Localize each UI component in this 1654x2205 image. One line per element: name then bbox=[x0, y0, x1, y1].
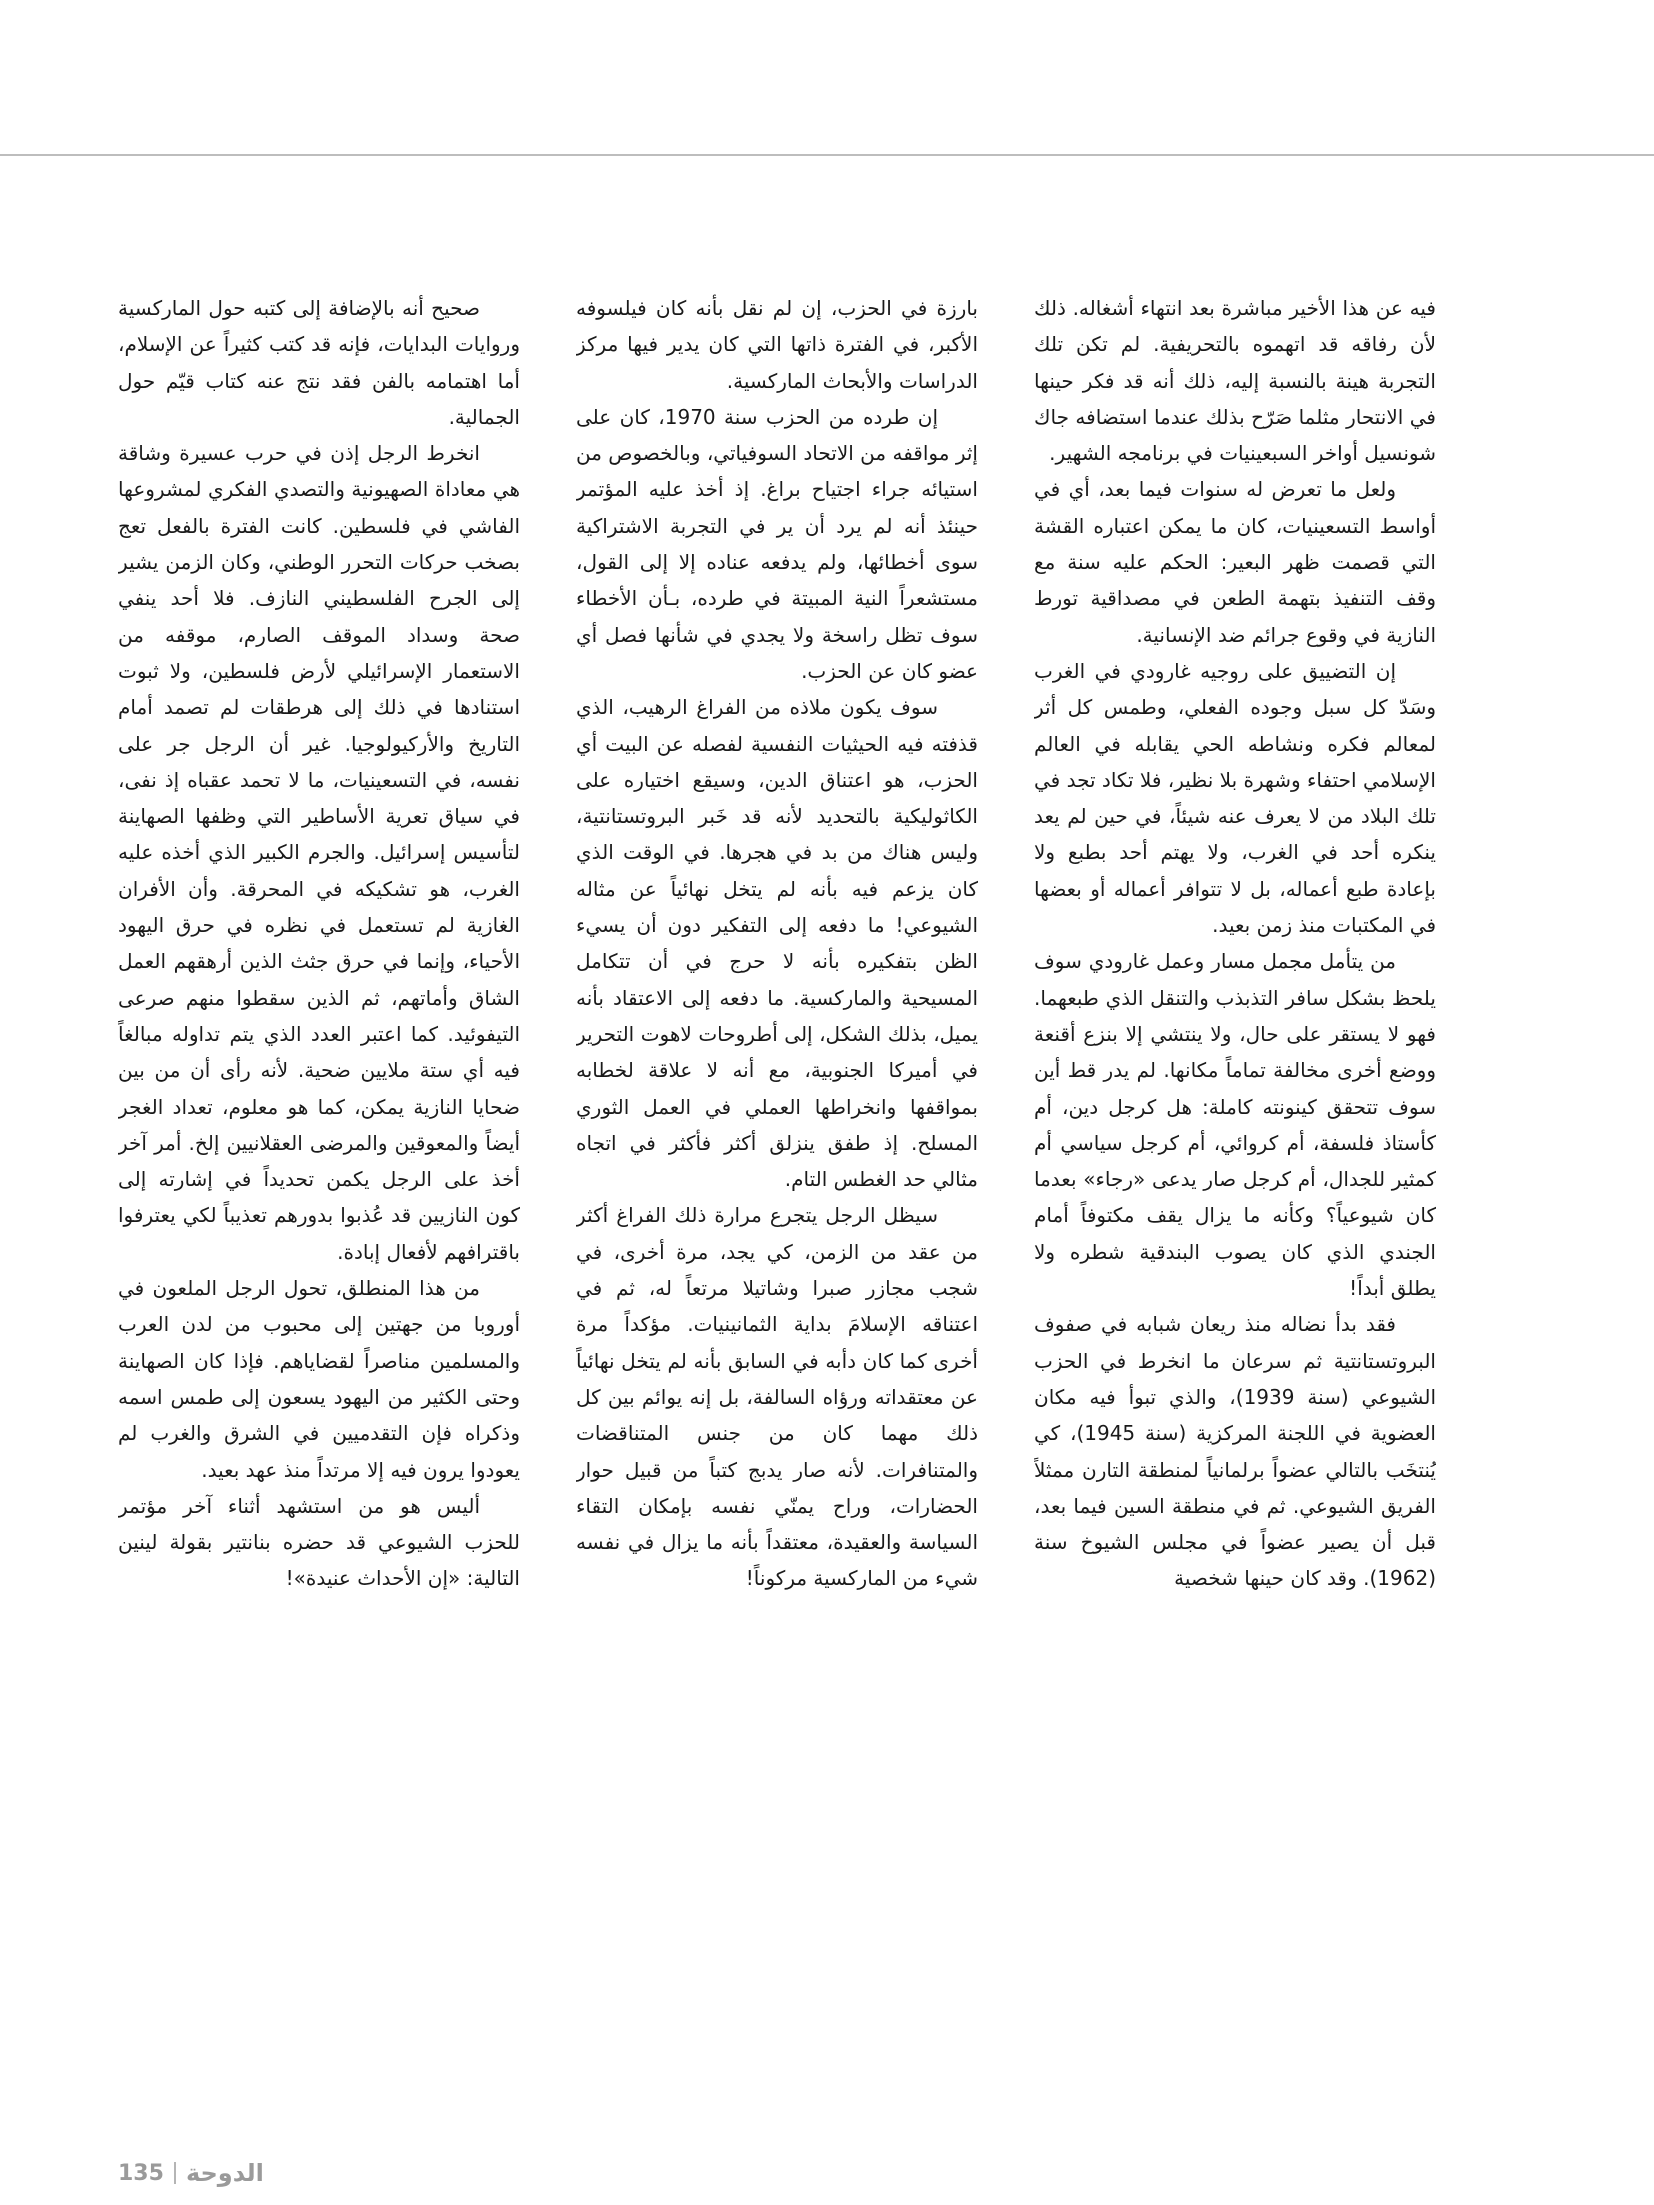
paragraph: انخرط الرجل إذن في حرب عسيرة وشاقة هي معاداة الصهيونية والتصدي الفكري لمشروعها الفاشي في فلسطين. كانت الفترة بالفعل تعج بصخب حركات التحرر الوطني، وكان الزمن يشير إلى الجرح الفلسطيني النازف. فلا أحد ينفي صحة وسداد الموقف الصارم، موقفه من الاستعمار الإسرائيلي لأرض فلسطين، ولا ثبوت استنادها في ذلك إلى هرطقات لم تصمد أمام التاريخ والأركيولوجيا. غير أن الرجل جر على نفسه، في التسعينيات، ما لا تحمد عقباه إذ نفى، في سياق تعرية الأساطير التي وظفها الصهاينة لتأسيس إسرائيل. والجرم الكبير الذي أخذه عليه الغرب، هو تشكيكه في المحرقة. وأن الأفران الغازية لم تستعمل في نظره في حرق اليهود الأحياء، وإنما في حرق جثث الذين أرهقهم العمل الشاق وأماتهم، ثم الذين سقطوا منهم صرعى التيفوئيد. كما اعتبر العدد الذي يتم تداوله مبالغاً فيه أي ستة ملايين ضحية. لأنه رأى أن من بين ضحايا النازية يمكن، كما هو معلوم، تعداد الغجر أيضاً والمعوقين والمرضى العقلانيين إلخ. أمر آخر أخذ على الرجل يكمن تحديداً في إشارته إلى كون النازيين قد عُذبوا بدورهم تعذيباً لكي يعترفوا باقترافهم لأفعال إبادة. bbox=[118, 441, 520, 1264]
paragraph: سوف يكون ملاذه من الفراغ الرهيب، الذي قذفته فيه الحيثيات النفسية لفصله عن البيت أي الحزب، هو اعتناق الدين، وسيقع اختياره على الكاثوليكية بالتحديد لأنه قد خَبر البروتستانتية، وليس هناك من بد في هجرها. في الوقت الذي كان يزعم فيه بأنه لم يتخل نهائياً عن مثاله الشيوعي! ما دفعه إلى التفكير دون أن يسيء الظن بتفكيره بأنه لا حرج في أن تتكامل المسيحية والماركسية. ما دفعه إلى الاعتقاد بأنه يميل، بذلك الشكل، إلى أطروحات لاهوت التحرير في أميركا الجنوبية، مع أنه لا علاقة لخطابه بمواقفها وانخراطها العملي في العمل الثوري المسلح. إذ طفق ينزلق أكثر فأكثر في اتجاه مثالي حد الغطس التام. bbox=[576, 695, 978, 1192]
paragraph: بارزة في الحزب، إن لم نقل بأنه كان فيلسوفه الأكبر، في الفترة ذاتها التي كان يدير فيها مركز الدراسات والأبحاث الماركسية. bbox=[576, 296, 978, 393]
paragraph: إن طرده من الحزب سنة 1970، كان على إثر مواقفه من الاتحاد السوفياتي، وبالخصوص من استيائه جراء اجتياح براغ. إذ أخذ عليه المؤتمر حينئذ أنه لم يرد أن ير في التجربة الاشتراكية سوى أخطائها، ولم يدفعه عناده إلا إلى القول، مستشعراً النية المبيتة في طرده، بـأن الأخطاء سوف تظل راسخة ولا يجدي في شأنها فصل أي عضو كان عن الحزب. bbox=[576, 404, 978, 683]
page-footer bbox=[118, 2158, 264, 2188]
column-left bbox=[118, 290, 520, 2060]
column-right bbox=[1034, 290, 1436, 2060]
footer-divider bbox=[174, 2162, 176, 2184]
paragraph: من هذا المنطلق، تحول الرجل الملعون في أوروبا من جهتين إلى محبوب من لدن العرب والمسلمين مناصراً لقضاياهم. فإذا كان الصهاينة وحتى الكثير من اليهود يسعون إلى طمس اسمه وذكراه فإن التقدميين في الشرق والغرب لم يعودوا يرون فيه إلا مرتداً منذ عهد بعيد. bbox=[118, 1276, 520, 1482]
page-number: 135 bbox=[118, 2160, 164, 2186]
paragraph: فقد بدأ نضاله منذ ريعان شبابه في صفوف البروتستانتية ثم سرعان ما انخرط في الحزب الشيوعي (سنة 1939)، والذي تبوأ فيه مكان العضوية في اللجنة المركزية (سنة 1945)، كي يُنتخَب بالتالي عضواً برلمانياً لمنطقة التارن ممثلاً الفريق الشيوعي. ثم في منطقة السين فيما بعد، قبل أن يصير عضواً في مجلس الشيوخ سنة (1962). وقد كان حينها شخصية bbox=[1034, 1312, 1436, 1591]
paragraph: من يتأمل مجمل مسار وعمل غارودي سوف يلحظ بشكل سافر التذبذب والتنقل الذي طبعهما. فهو لا يستقر على حال، ولا ينتشي إلا بنزع أقنعة ووضع أخرى مخالفة تماماً مكانها. لم يدر قط أين سوف تتحقق كينونته كاملة: هل كرجل دين، أم كأستاذ فلسفة، أم كروائي، أم كرجل سياسي أم كمثير للجدال، أم كرجل صار يدعى «رجاء» بعدما كان شيوعياً؟ وكأنه ما يزال يقف مكتوفاً أمام الجندي الذي كان يصوب البندقية شطره ولا يطلق أبداً! bbox=[1034, 949, 1436, 1301]
paragraph: إن التضييق على روجيه غارودي في الغرب وسَدّ كل سبل وجوده الفعلي، وطمس كل أثر لمعالم فكره ونشاطه الحي يقابله في العالم الإسلامي احتفاء وشهرة بلا نظير، فلا تكاد تجد في تلك البلاد من لا يعرف عنه شيئاً، في حين لم يعد ينكره أحد في الغرب، ولا يهتم أحد بطبع ولا بإعادة طبع أعماله، بل لا تتوافر أعماله أو بعضها في المكتبات منذ زمن بعيد. bbox=[1034, 658, 1436, 938]
paragraph: سيظل الرجل يتجرع مرارة ذلك الفراغ أكثر من عقد من الزمن، كي يجد، مرة أخرى، في شجب مجازر صبرا وشاتيلا مرتعاً له، ثم في اعتناقه الإسلامَ بداية الثمانينيات. مؤكداً مرة أخرى كما كان دأبه في السابق بأنه لم يتخل نهائياً عن معتقداته ورؤاه السالفة، بل إنه يوائم بين كل ذلك مهما كان من جنس المتناقضات والمتنافرات. لأنه صار يدبج كتباً من قبيل حوار الحضارات، وراح يمنّي نفسه بإمكان التقاء السياسة والعقيدة، معتقداً بأنه ما يزال في نفسه شيء من الماركسية مركوناً! bbox=[576, 1203, 978, 1591]
column-middle bbox=[576, 290, 978, 2060]
article-columns bbox=[118, 290, 1436, 2060]
magazine-name: الدوحة bbox=[185, 2159, 264, 2187]
header-rule bbox=[0, 154, 1654, 156]
paragraph: أليس هو من استشهد أثناء آخر مؤتمر للحزب الشيوعي قد حضره بنانتير بقولة لينين التالية: «إن الأحداث عنيدة»! bbox=[118, 1493, 520, 1591]
paragraph: صحيح أنه بالإضافة إلى كتبه حول الماركسية وروايات البدايات، فإنه قد كتب كثيراً عن الإسلام، أما اهتمامه بالفن فقد نتج عنه كتاب قيّم حول الجمالية. bbox=[118, 296, 520, 429]
paragraph: فيه عن هذا الأخير مباشرة بعد انتهاء أشغاله. ذلك لأن رفاقه قد اتهموه بالتحريفية. لم تكن تلك التجربة هينة بالنسبة إليه، ذلك أنه قد فكر حينها في الانتحار مثلما صَرّح بذلك عندما استضافه جاك شونسيل أواخر السبعينيات في برنامجه الشهير. bbox=[1034, 296, 1436, 466]
paragraph: ولعل ما تعرض له سنوات فيما بعد، أي في أواسط التسعينيات، كان ما يمكن اعتباره القشة التي قصمت ظهر البعير: الحكم عليه سنة مع وقف التنفيذ بتهمة الطعن في مصداقية تورط النازية في وقوع جرائم ضد الإنسانية. bbox=[1034, 477, 1436, 647]
